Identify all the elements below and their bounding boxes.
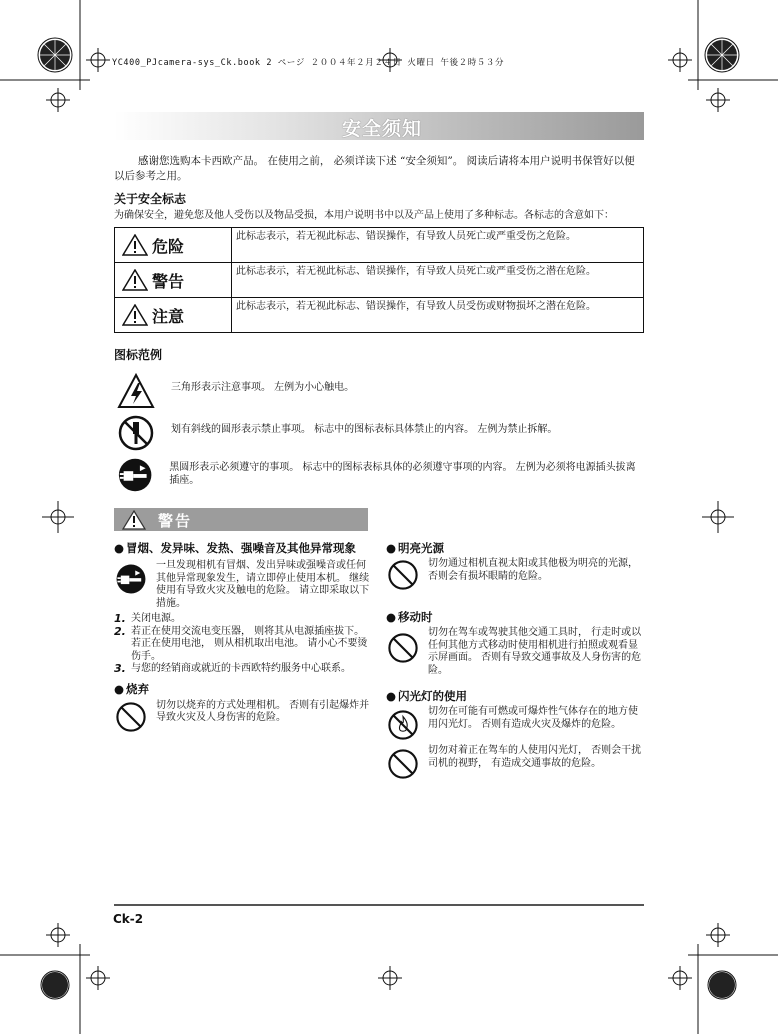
- step-text: 关闭电源。: [131, 613, 181, 624]
- warning-triangle-icon: [122, 234, 148, 256]
- bright-block: [386, 558, 644, 592]
- warning-triangle-icon: [122, 269, 148, 291]
- moving-heading: ● 移动时: [386, 610, 433, 624]
- title-bar: [114, 112, 644, 140]
- bright-heading: ● 明亮光源: [386, 541, 444, 555]
- smoke-block: [114, 560, 372, 610]
- page-number: Ck-2: [113, 912, 144, 926]
- electric-shock-triangle-icon: [116, 371, 156, 411]
- prohibited-icon: [386, 631, 420, 665]
- examples-heading: 图标范例: [114, 348, 163, 362]
- step-item: [114, 613, 372, 626]
- example-item: [114, 413, 644, 453]
- sign-desc: 此标志表示，若无视此标志、错误操作，有导致人员受伤或财物损坏之潜在危险。: [232, 298, 644, 333]
- sign-row-warning: [115, 263, 644, 298]
- footer-rule: [114, 904, 644, 906]
- sign-desc: 此标志表示，若无视此标志、错误操作，有导致人员死亡或严重受伤之危险。: [232, 228, 644, 263]
- burn-text: 切勿以烧弃的方式处理相机。 否则有引起爆炸并导致火灾及人身伤害的危险。: [156, 699, 370, 723]
- smoke-heading-text: 冒烟、发异味、发热、强噪音及其他异常现象: [126, 541, 356, 555]
- example-item: [114, 371, 644, 411]
- warning-bar: [114, 508, 368, 531]
- burn-block: [114, 700, 372, 734]
- sign-row-danger: [115, 228, 644, 263]
- warning-triangle-icon: [122, 304, 148, 326]
- examples-section: [114, 346, 644, 495]
- file-info-header: YC400_PJcamera-sys_Ck.book 2 ページ ２００４年２月２４日 火曜日 午後２時５３分: [112, 58, 505, 68]
- sign-row-caution: [115, 298, 644, 333]
- example-text: 黑圆形表示必须遵守的事项。 标志中的图标表标具体的必须遵守事项的内容。 左例为必须将电源插头拔离插座。: [169, 462, 636, 486]
- burn-heading-text: 烧弃: [126, 681, 149, 696]
- burn-heading: ● 烧弃: [114, 681, 149, 696]
- moving-heading-text: 移动时: [398, 610, 433, 624]
- flash-text-2: 切勿对着正在驾车的人使用闪光灯， 否则会干扰司机的视野， 有造成交通事故的危险。: [428, 745, 642, 769]
- sign-desc: 此标志表示，若无视此标志、错误操作，有导致人员死亡或严重受伤之潜在危险。: [232, 263, 644, 298]
- no-disassembly-icon: [116, 413, 156, 453]
- moving-text: 切勿在驾车或驾驶其他交通工具时， 行走时或以任何其他方式移动时使用相机进行拍照或观看显示屏画面。 否则有导致交通事故及人身伤害的危险。: [428, 627, 642, 676]
- bright-text: 切勿通过相机直视太阳或其他极为明亮的光源， 否则会有损坏眼睛的危险。: [428, 558, 638, 582]
- moving-block: [386, 627, 644, 677]
- signs-text: 为确保安全，避免您及他人受伤以及物品受损，本用户说明书中以及产品上使用了多种标志。各标志的含意如下：: [114, 210, 614, 221]
- example-text: 三角形表示注意事项。 左例为小心触电。: [171, 382, 355, 393]
- intro-paragraph: 感谢您选购本卡西欧产品。 在使用之前， 必须详读下述 “安全须知”。 阅读后请将本用户说明书保管好以便以后参考之用。: [114, 155, 635, 182]
- sign-label: 注意: [152, 306, 185, 326]
- bright-heading-text: 明亮光源: [398, 541, 444, 555]
- example-item: [114, 455, 644, 495]
- warning-triangle-icon: [122, 510, 146, 530]
- no-flame-icon: [386, 708, 420, 742]
- step-text: 与您的经销商或就近的卡西欧特约服务中心联系。: [131, 663, 351, 674]
- smoke-heading: ● 冒烟、发异味、发热、强噪音及其他异常现象: [114, 541, 372, 556]
- signs-table: [114, 227, 644, 333]
- flash-heading: ● 闪光灯的使用: [386, 689, 467, 703]
- flash-heading-text: 闪光灯的使用: [398, 689, 467, 703]
- unplug-icon: [114, 562, 148, 596]
- step-item: [114, 626, 372, 664]
- smoke-text: 一旦发现相机有冒烟、发出异味或强噪音或任何其他异常现象发生，请立即停止使用本机。 继续使用有导致火灾及触电的危险。 请立即采取以下措施。: [156, 560, 370, 609]
- warning-left-column: [114, 541, 372, 734]
- example-text: 划有斜线的圆形表示禁止事项。 标志中的图标表标具体禁止的内容。 左例为禁止拆解。: [171, 424, 558, 435]
- step-number: 3.: [114, 662, 126, 675]
- unplug-icon: [116, 455, 154, 495]
- flash-block-2: [386, 745, 644, 781]
- step-item: [114, 663, 372, 676]
- signs-heading: 关于安全标志: [114, 192, 187, 206]
- step-text: 若正在使用交流电变压器， 则将其从电源插座拔下。 若正在使用电池， 则从相机取出电池。 请小心不要烫伤手。: [131, 625, 368, 662]
- signs-section: [114, 190, 644, 333]
- step-number: 2.: [114, 624, 126, 638]
- warning-right-column: [386, 541, 644, 781]
- flash-block-1: [386, 706, 644, 742]
- step-number: 1.: [114, 612, 126, 625]
- page-title: 安全须知: [341, 118, 422, 140]
- prohibited-icon: [386, 747, 420, 781]
- prohibited-icon: [114, 700, 148, 734]
- sign-label: 警告: [152, 271, 185, 291]
- flash-text-1: 切勿在可能有可燃或可爆炸性气体存在的地方使用闪光灯。 否则有造成火灾及爆炸的危险。: [428, 706, 638, 730]
- sign-label: 危险: [152, 236, 185, 256]
- smoke-steps: [114, 613, 372, 676]
- prohibited-icon: [386, 558, 420, 592]
- warning-label: 警告: [158, 512, 193, 530]
